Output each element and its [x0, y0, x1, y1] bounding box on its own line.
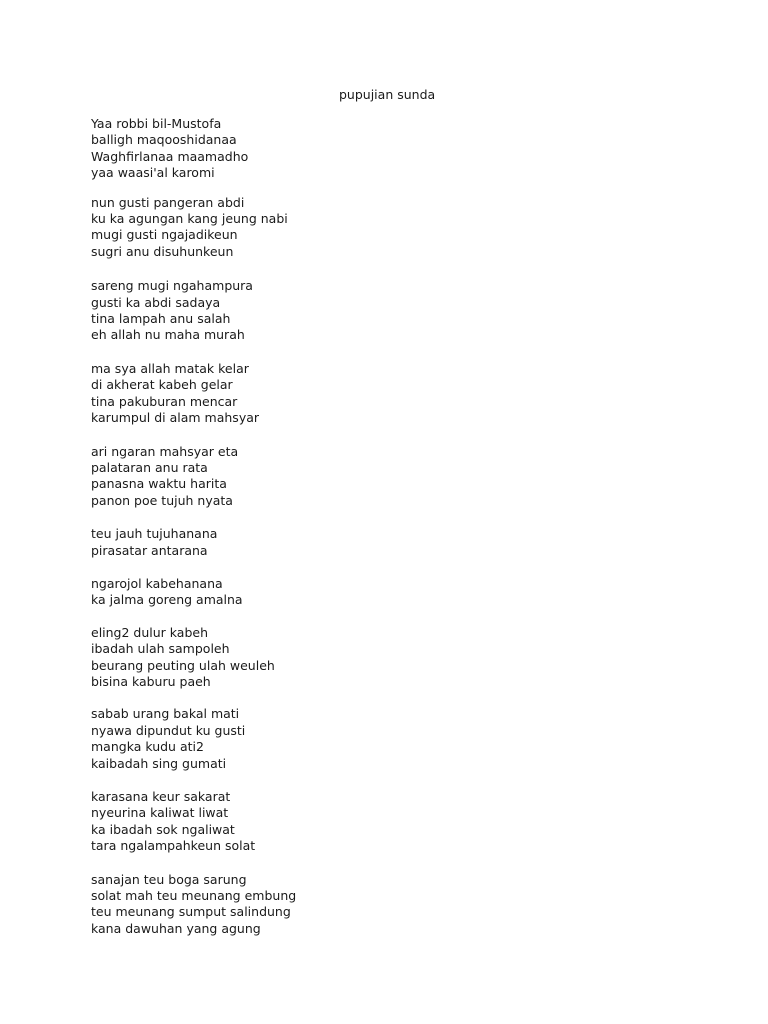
- poem-line: ibadah ulah sampoleh: [91, 641, 230, 657]
- poem-line: solat mah teu meunang embung: [91, 888, 297, 904]
- poem-line: ari ngaran mahsyar eta: [91, 443, 239, 459]
- poem-line: nyeurina kaliwat liwat: [91, 805, 229, 821]
- poem-line: panon poe tujuh nyata: [91, 492, 233, 508]
- poem-line: sareng mugi ngahampura: [91, 278, 253, 294]
- stanza-9: [91, 706, 731, 772]
- poem-line: karasana keur sakarat: [91, 789, 231, 804]
- stanza-5: [91, 444, 731, 510]
- stanza-4: [91, 361, 731, 427]
- poem-line: beurang peuting ulah weuleh: [91, 657, 275, 673]
- poem-line: eling2 dulur kabeh: [91, 624, 209, 640]
- poem-line: mugi gusti ngajadikeun: [91, 227, 238, 243]
- poem-line: pirasatar antarana: [91, 542, 208, 558]
- poem-line: tara ngalampahkeun solat: [91, 838, 256, 854]
- poem-line: teu jauh tujuhanana: [91, 526, 218, 542]
- poem-line: mangka kudu ati2: [91, 739, 204, 755]
- stanza-3: [91, 278, 731, 344]
- poem-line: bisina kaburu paeh: [91, 673, 211, 689]
- poem-line: karumpul di alam mahsyar: [91, 410, 260, 426]
- page-title: pupujian sunda: [339, 87, 436, 102]
- poem-line: Waghfirlanaa maamadho: [91, 148, 249, 164]
- poem-line: sabab urang bakal mati: [91, 706, 240, 722]
- poem-line: ku ka agungan kang jeung nabi: [91, 211, 288, 227]
- poem-line: sanajan teu boga sarung: [91, 871, 247, 887]
- poem-line: ma sya allah matak kelar: [91, 360, 249, 376]
- poem-line: nun gusti pangeran abdi: [91, 194, 245, 210]
- poem-line: palataran anu rata: [91, 459, 208, 475]
- poem-body: [91, 116, 731, 937]
- poem-line: di akherat kabeh gelar: [91, 377, 233, 393]
- poem-line: tina lampah anu salah: [91, 311, 231, 327]
- poem-line: ngarojol kabehanana: [91, 575, 223, 591]
- poem-line: teu meunang sumput salindung: [91, 904, 291, 920]
- poem-line: eh allah nu maha murah: [91, 327, 245, 343]
- poem-line: Yaa robbi bil-Mustofa: [91, 116, 222, 131]
- poem-line: tina pakuburan mencar: [91, 393, 238, 409]
- poem-line: panasna waktu harita: [91, 476, 227, 492]
- stanza-2: [91, 195, 731, 261]
- stanza-11: [91, 872, 731, 938]
- poem-line: kana dawuhan yang agung: [91, 920, 261, 936]
- stanza-1: [91, 116, 731, 182]
- stanza-8: [91, 625, 731, 691]
- stanza-6: [91, 526, 731, 559]
- poem-line: ka jalma goreng amalna: [91, 592, 243, 608]
- poem-line: yaa waasi'al karomi: [91, 165, 215, 181]
- poem-line: balligh maqooshidanaa: [91, 132, 237, 148]
- stanza-10: [91, 789, 731, 855]
- poem-line: nyawa dipundut ku gusti: [91, 722, 246, 738]
- poem-line: gusti ka abdi sadaya: [91, 294, 221, 310]
- poem-line: ka ibadah sok ngaliwat: [91, 821, 235, 837]
- poem-line: sugri anu disuhunkeun: [91, 243, 234, 259]
- poem-line: kaibadah sing gumati: [91, 755, 227, 771]
- stanza-7: [91, 576, 731, 609]
